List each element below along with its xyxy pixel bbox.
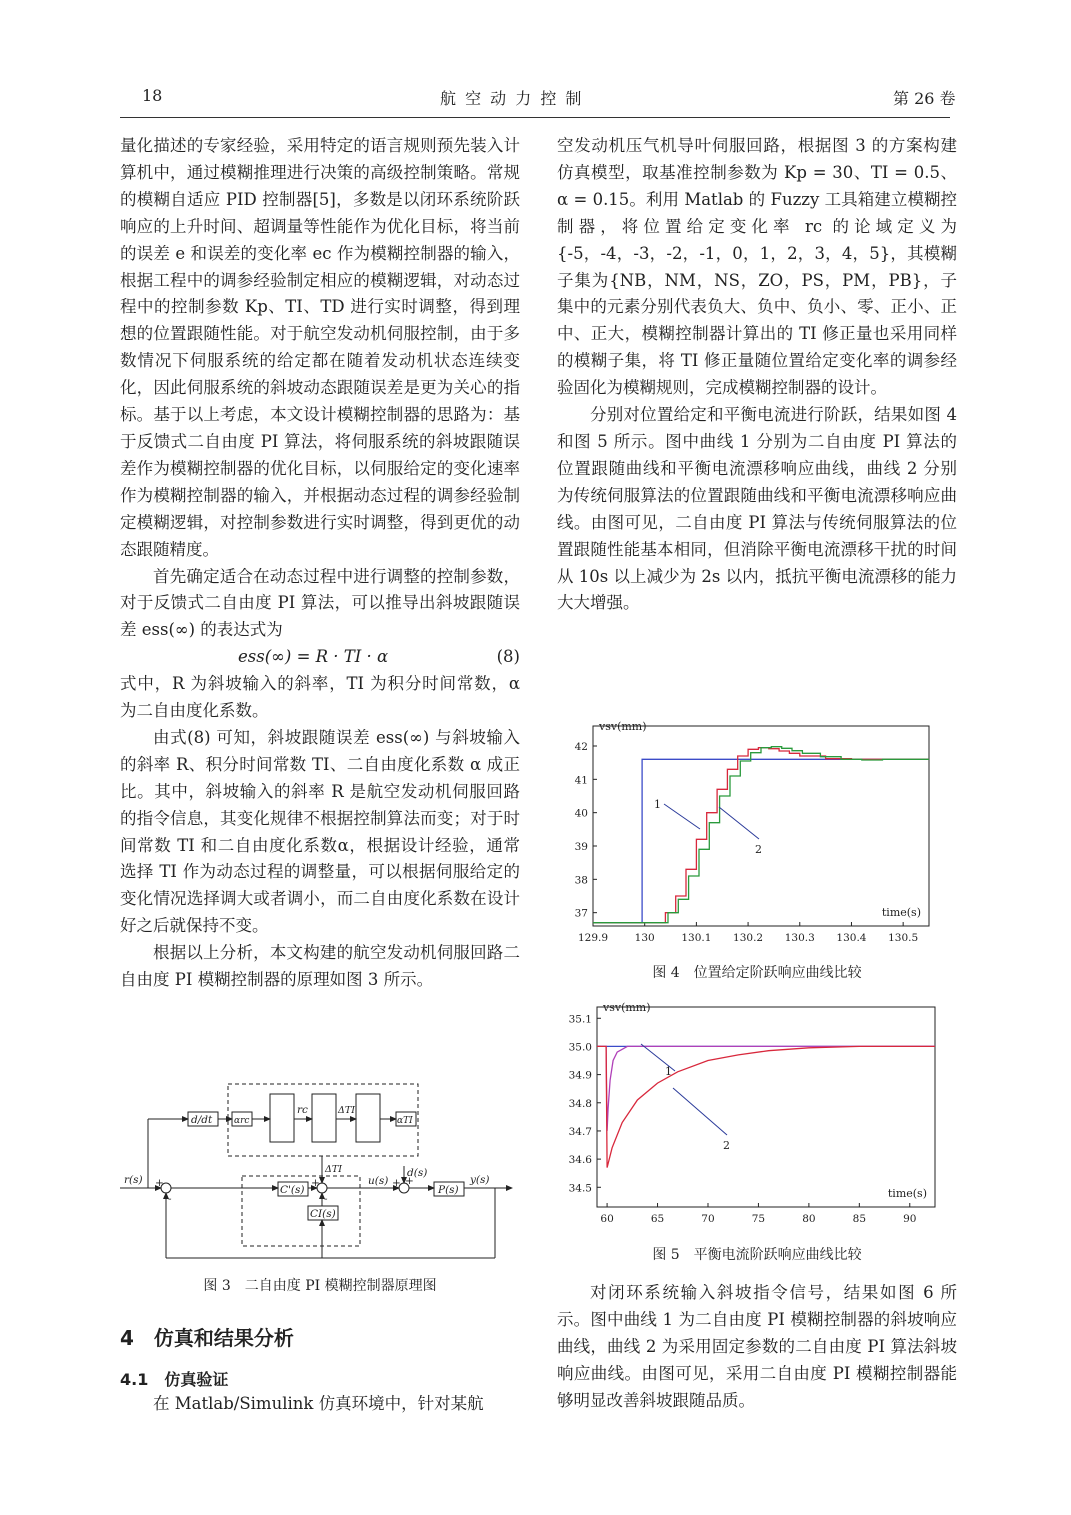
paragraph: 对闭环系统输入斜坡指令信号，结果如图 6 所示。图中曲线 1 为二自由度 PI 模糊控制器的斜坡响应曲线，曲线 2 为采用固定参数的二自由度 PI 算法斜坡响应曲线。由图可见，采用二自由度 PI 模糊控制器能够明显改善斜坡跟随品质。 — [557, 1283, 957, 1410]
x-tick-label: 75 — [751, 1213, 766, 1225]
journal-title: 航 空 动 力 控 制 — [440, 89, 584, 108]
subsection-heading: 4.1 仿真验证 — [120, 1370, 229, 1389]
p-label: P(s) — [438, 1184, 459, 1196]
x-tick-label: 130.5 — [888, 932, 919, 944]
y-tick-label: 42 — [574, 741, 588, 753]
plus-sign: + — [392, 1177, 401, 1189]
equation-number: (8) — [496, 647, 520, 667]
annotation-leader — [664, 804, 700, 829]
volume-label: 第 26 卷 — [893, 89, 956, 108]
alpha-rc-label: αrc — [234, 1116, 250, 1126]
figure-4-chart — [557, 712, 957, 957]
figure-5-caption: 图 5 平衡电流阶跃响应曲线比较 — [652, 1247, 862, 1263]
minus-sign: - — [324, 1193, 328, 1205]
paragraph: 分别对位置给定和平衡电流进行阶跃，结果如图 4 和图 5 所示。图中曲线 1 分别为二自由度 PI 算法的位置跟随曲线和平衡电流漂移响应曲线，曲线 2 分别为传统伺服算法的位置跟随曲线和平衡电流漂移响应曲线。由图可见，二自由度 PI 算法与传统伺服算法的位置跟随性能基本相同，但消除平衡电流漂移干扰的时间从 10s 以上减少为 2s 以内，抵抗平衡电流漂移的能力大大增强。 — [557, 405, 957, 613]
y-tick-label: 35.1 — [568, 1013, 592, 1026]
x-tick-label: 130 — [634, 932, 655, 944]
rc-label: rc — [297, 1104, 308, 1116]
left-column-bottom — [120, 1391, 520, 1418]
y-tick-label: 35.0 — [568, 1041, 592, 1054]
x-tick-label: 60 — [600, 1213, 614, 1225]
left-column-top — [120, 133, 520, 994]
c-prime-label: C'(s) — [280, 1184, 305, 1196]
curve-1-series-line — [597, 1046, 935, 1131]
y-tick-label: 34.5 — [568, 1182, 592, 1195]
paragraph: 式中，R 为斜坡输入的斜率，TI 为积分时间常数，α 为二自由度化系数。 — [120, 674, 520, 721]
paragraph: 在 Matlab/Simulink 仿真环境中，针对某航 — [153, 1394, 484, 1413]
plot-frame — [597, 1007, 935, 1207]
u-signal-label: u(s) — [368, 1175, 389, 1187]
annotation-leader — [719, 807, 759, 839]
x-tick-label: 90 — [903, 1213, 917, 1225]
header-rule — [120, 117, 950, 118]
x-tick-label: 130.3 — [784, 932, 815, 944]
plus-sign: + — [155, 1177, 164, 1189]
figure-3-diagram — [120, 1080, 520, 1265]
curve-2-series-line — [593, 747, 929, 923]
delta-ti-label: ΔTI — [338, 1105, 355, 1116]
x-tick-label: 130.1 — [681, 932, 712, 944]
y-tick-label: 34.8 — [568, 1097, 592, 1110]
x-tick-label: 80 — [802, 1213, 816, 1225]
x-tick-label: 129.9 — [577, 932, 609, 944]
right-column-bottom — [557, 1280, 957, 1415]
plus-sign: + — [405, 1175, 414, 1187]
curve-2-series-line — [597, 1046, 935, 1167]
ci-label: CI(s) — [310, 1208, 336, 1220]
y-tick-label: 39 — [574, 841, 588, 853]
alpha-ti-label: αTI — [397, 1116, 413, 1126]
curve-1-series-line — [593, 748, 929, 923]
y-signal-label: y(s) — [470, 1174, 490, 1186]
d-signal-label: d(s) — [407, 1167, 428, 1179]
x-axis-label: time(s) — [881, 906, 921, 919]
paragraph: 量化描述的专家经验，采用特定的语言规则预先装入计算机中，通过模糊推理进行决策的高级控制策略。常规的模糊自适应 PID 控制器[5]，多数是以闭环系统阶跃响应的上升时间、超调量等性能作为优化目标，将当前的误差 e 和误差的变化率 ec 作为模糊控制器的输入，根据工程中的调参经验制定相应的模糊逻辑，对动态过程中的控制参数 Kp、TI、TD 进行实时调整，得到理想的位置跟随性能。对于航空发动机伺服控制，由于多数情况下伺服系统的给定都在随着发动机状态连续变化，因此伺服系统的斜坡动态跟随误差是更为关心的指标。基于以上考虑，本文设计模糊控制器的思路为：基于反馈式二自由度 PI 算法，将伺服系统的斜坡跟随误差作为模糊控制器的优化目标，以伺服给定的变化速率作为模糊控制器的输入，并根据动态过程的调参经验制定模糊逻辑，对控制参数进行实时调整，得到更优的动态跟随精度。 — [120, 136, 520, 559]
y-axis-label: vsv(mm) — [603, 1001, 651, 1014]
y-tick-label: 34.7 — [568, 1125, 592, 1138]
ddt-label: d/dt — [191, 1114, 213, 1126]
y-tick-label: 37 — [574, 907, 588, 920]
delta-ti-label: ΔTI — [325, 1164, 342, 1175]
figure-5-chart — [557, 995, 957, 1239]
x-tick-label: 70 — [701, 1213, 715, 1225]
x-tick-label: 130.2 — [733, 932, 764, 944]
curve-annotation: 1 — [654, 798, 661, 811]
plus-sign: + — [311, 1177, 320, 1189]
paragraph: 根据以上分析，本文构建的航空发动机伺服回路二自由度 PI 模糊控制器的原理如图 3 所示。 — [120, 943, 520, 990]
y-tick-label: 38 — [574, 874, 588, 887]
paragraph: 首先确定适合在动态过程中进行调整的控制参数，对于反馈式二自由度 PI 算法，可以推导出斜坡跟随误差 ess(∞) 的表达式为 — [120, 566, 520, 640]
right-column-top — [557, 133, 957, 617]
section-heading: 4 仿真和结果分析 — [120, 1326, 294, 1350]
curve-annotation: 1 — [665, 1065, 672, 1078]
x-tick-label: 85 — [852, 1213, 867, 1225]
y-tick-label: 34.9 — [568, 1069, 592, 1082]
y-tick-label: 40 — [574, 807, 588, 820]
command-series-line — [593, 759, 929, 922]
paragraph: 由式(8) 可知，斜坡跟随误差 ess(∞) 与斜坡输入的斜率 R、积分时间常数 TI、二自由度化系数 α 成正比。其中，斜坡输入的斜率 R 是航空发动机伺服回路的指令信息，其变化规律不根据控制算法而变；对于时间常数 TI 和二自由度化系数α，根据设计经验，通常选择 TI 作为动态过程的调整量，可以根据伺服给定的变化情况选择调大或者调小，而二自由度化系数在设计好之后就保持不变。 — [120, 727, 520, 936]
r-signal-label: r(s) — [124, 1174, 143, 1186]
figure-4-caption: 图 4 位置给定阶跃响应曲线比较 — [652, 965, 862, 981]
x-tick-label: 130.4 — [836, 932, 867, 944]
minus-sign: - — [168, 1193, 172, 1205]
curve-annotation: 2 — [723, 1139, 730, 1152]
x-tick-label: 65 — [650, 1213, 665, 1225]
y-tick-label: 34.6 — [568, 1154, 592, 1167]
figure-3-caption: 图 3 二自由度 PI 模糊控制器原理图 — [203, 1278, 437, 1294]
x-axis-label: time(s) — [887, 1187, 927, 1200]
equation-8 — [120, 644, 520, 671]
paragraph: 空发动机压气机导叶伺服回路，根据图 3 的方案构建仿真模型，取基准控制参数为 Kp = 30、TI = 0.5、α = 0.15。利用 Matlab 的 Fuzzy 工具箱建立模糊控制器，将位置给定变化率 rc 的论域定义为 {-5，-4，-3，-2，-1，0，1，2，3，4，5}，其模糊子集为{NB，NM，NS，ZO，PS，PM，PB}，子集中的元素分别代表负大、负中、负小、零、正小、正中、正大，模糊控制器计算出的 TI 修正量也采用同样的模糊子集，将 TI 修正量随位置给定变化率的调参经验固化为模糊规则，完成模糊控制器的设计。 — [557, 136, 957, 398]
annotation-leader — [673, 1088, 727, 1135]
y-axis-label: vsv(mm) — [599, 720, 647, 733]
plot-frame — [593, 726, 929, 926]
equation-expression: ess(∞) = R · TI · α — [238, 647, 389, 667]
curve-annotation: 2 — [755, 843, 762, 856]
y-tick-label: 41 — [574, 774, 588, 787]
page-number: 18 — [142, 86, 163, 105]
